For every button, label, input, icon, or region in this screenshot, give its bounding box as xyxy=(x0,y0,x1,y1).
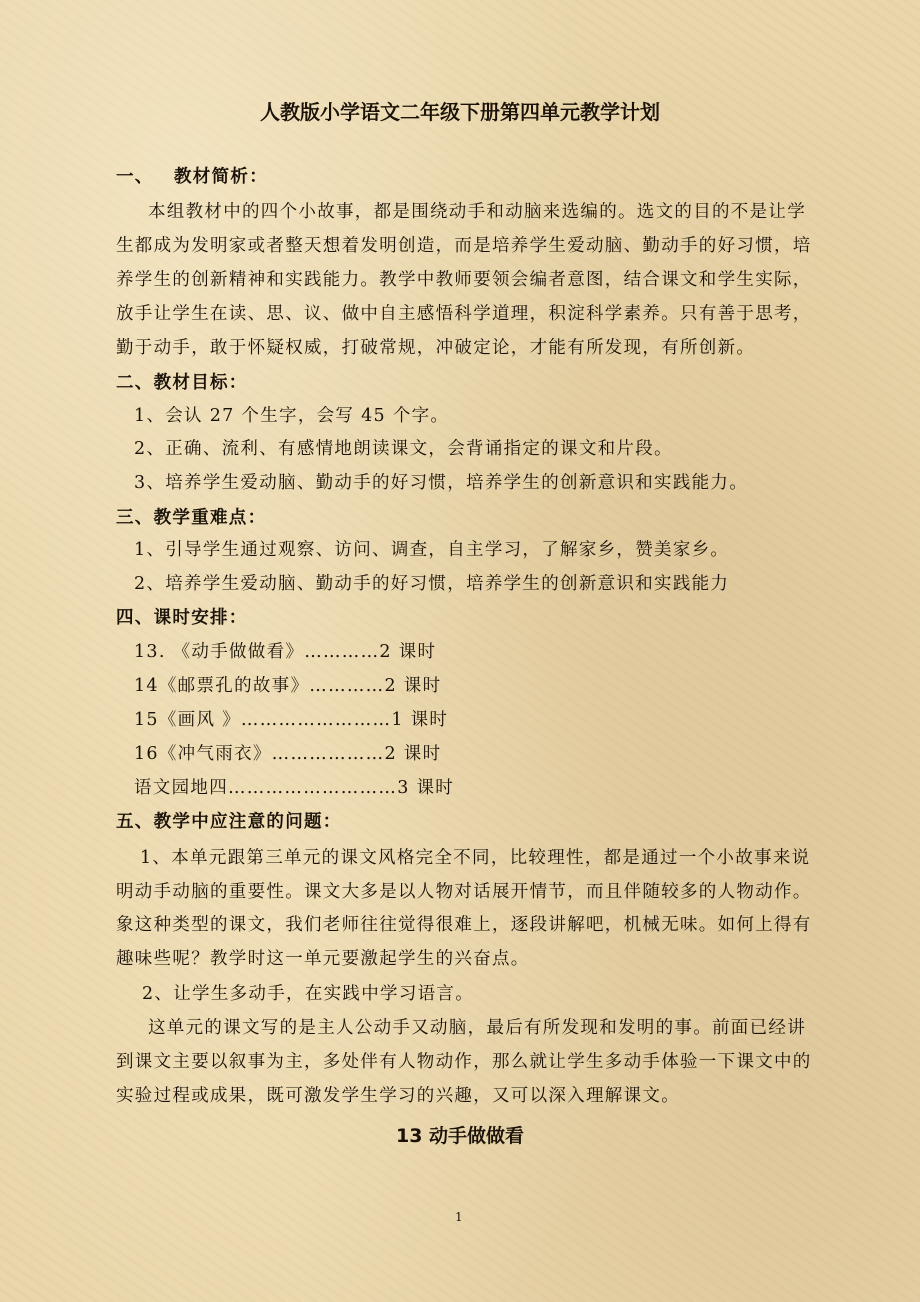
schedule-item: 语文园地四………………………3 课时 xyxy=(134,778,455,798)
paragraph-line: 生都成为发明家或者整天想着发明创造，而是培养学生爱动脑、勤动手的好习惯，培 xyxy=(116,236,812,256)
schedule-item: 13. 《动手做做看》…………2 课时 xyxy=(134,642,437,662)
paragraph-line: 养学生的创新精神和实践能力。教学中教师要领会编者意图，结合课文和学生实际， xyxy=(116,270,812,290)
paragraph-line: 实验过程或成果，既可激发学生学习的兴趣，又可以深入理解课文。 xyxy=(116,1086,680,1106)
paragraph-line: 放手让学生在读、思、议、做中自主感悟科学道理，积淀科学素养。只有善于思考， xyxy=(116,304,812,324)
paragraph-line: 趣味些呢？教学时这一单元要激起学生的兴奋点。 xyxy=(116,949,530,969)
section-1-heading: 教材简析： xyxy=(174,167,268,187)
list-item: 1、会认 27 个生字，会写 45 个字。 xyxy=(134,406,450,426)
paragraph-line: 1、本单元跟第三单元的课文风格完全不同，比较理性，都是通过一个小故事来说 xyxy=(140,848,811,868)
paragraph-line: 到课文主要以叙事为主，多处伴有人物动作，那么就让学生多动手体验一下课文中的 xyxy=(116,1052,812,1072)
paragraph-line: 勤于动手，敢于怀疑权威，打破常规，冲破定论，才能有所发现，有所创新。 xyxy=(116,338,756,358)
section-2-heading: 二、教材目标： xyxy=(116,373,248,393)
list-item: 2、培养学生爱动脑、勤动手的好习惯，培养学生的创新意识和实践能力 xyxy=(134,574,730,594)
schedule-item: 16《冲气雨衣》………………2 课时 xyxy=(134,744,442,764)
list-item: 3、培养学生爱动脑、勤动手的好习惯，培养学生的创新意识和实践能力。 xyxy=(134,473,749,493)
section-1-number: 一、 xyxy=(116,167,154,187)
document-title: 人教版小学语文二年级下册第四单元教学计划 xyxy=(260,100,660,124)
paragraph-line: 这单元的课文写的是主人公动手又动脑，最后有所发现和发明的事。前面已经讲 xyxy=(148,1018,806,1038)
paragraph-line: 明动手动脑的重要性。课文大多是以人物对话展开情节，而且伴随较多的人物动作。 xyxy=(116,882,812,902)
paragraph-line: 象这种类型的课文，我们老师往往觉得很难上，逐段讲解吧，机械无味。如何上得有 xyxy=(116,915,812,935)
section-4-heading: 四、课时安排： xyxy=(116,608,248,628)
section-3-heading: 三、教学重难点： xyxy=(116,508,267,528)
lesson-title: 13 动手做做看 xyxy=(395,1125,525,1147)
schedule-item: 14《邮票孔的故事》…………2 课时 xyxy=(134,676,442,696)
list-item: 2、正确、流利、有感情地朗读课文，会背诵指定的课文和片段。 xyxy=(134,439,673,459)
paragraph-line: 本组教材中的四个小故事，都是围绕动手和动脑来选编的。选文的目的不是让学 xyxy=(148,202,806,222)
section-5-heading: 五、教学中应注意的问题： xyxy=(116,812,342,832)
paragraph-line: 2、让学生多动手，在实践中学习语言。 xyxy=(142,984,475,1004)
page-number: 1 xyxy=(455,1210,463,1224)
schedule-item: 15《画风 》……………………1 课时 xyxy=(134,710,449,730)
list-item: 1、引导学生通过观察、访问、调查，自主学习，了解家乡，赞美家乡。 xyxy=(134,540,730,560)
